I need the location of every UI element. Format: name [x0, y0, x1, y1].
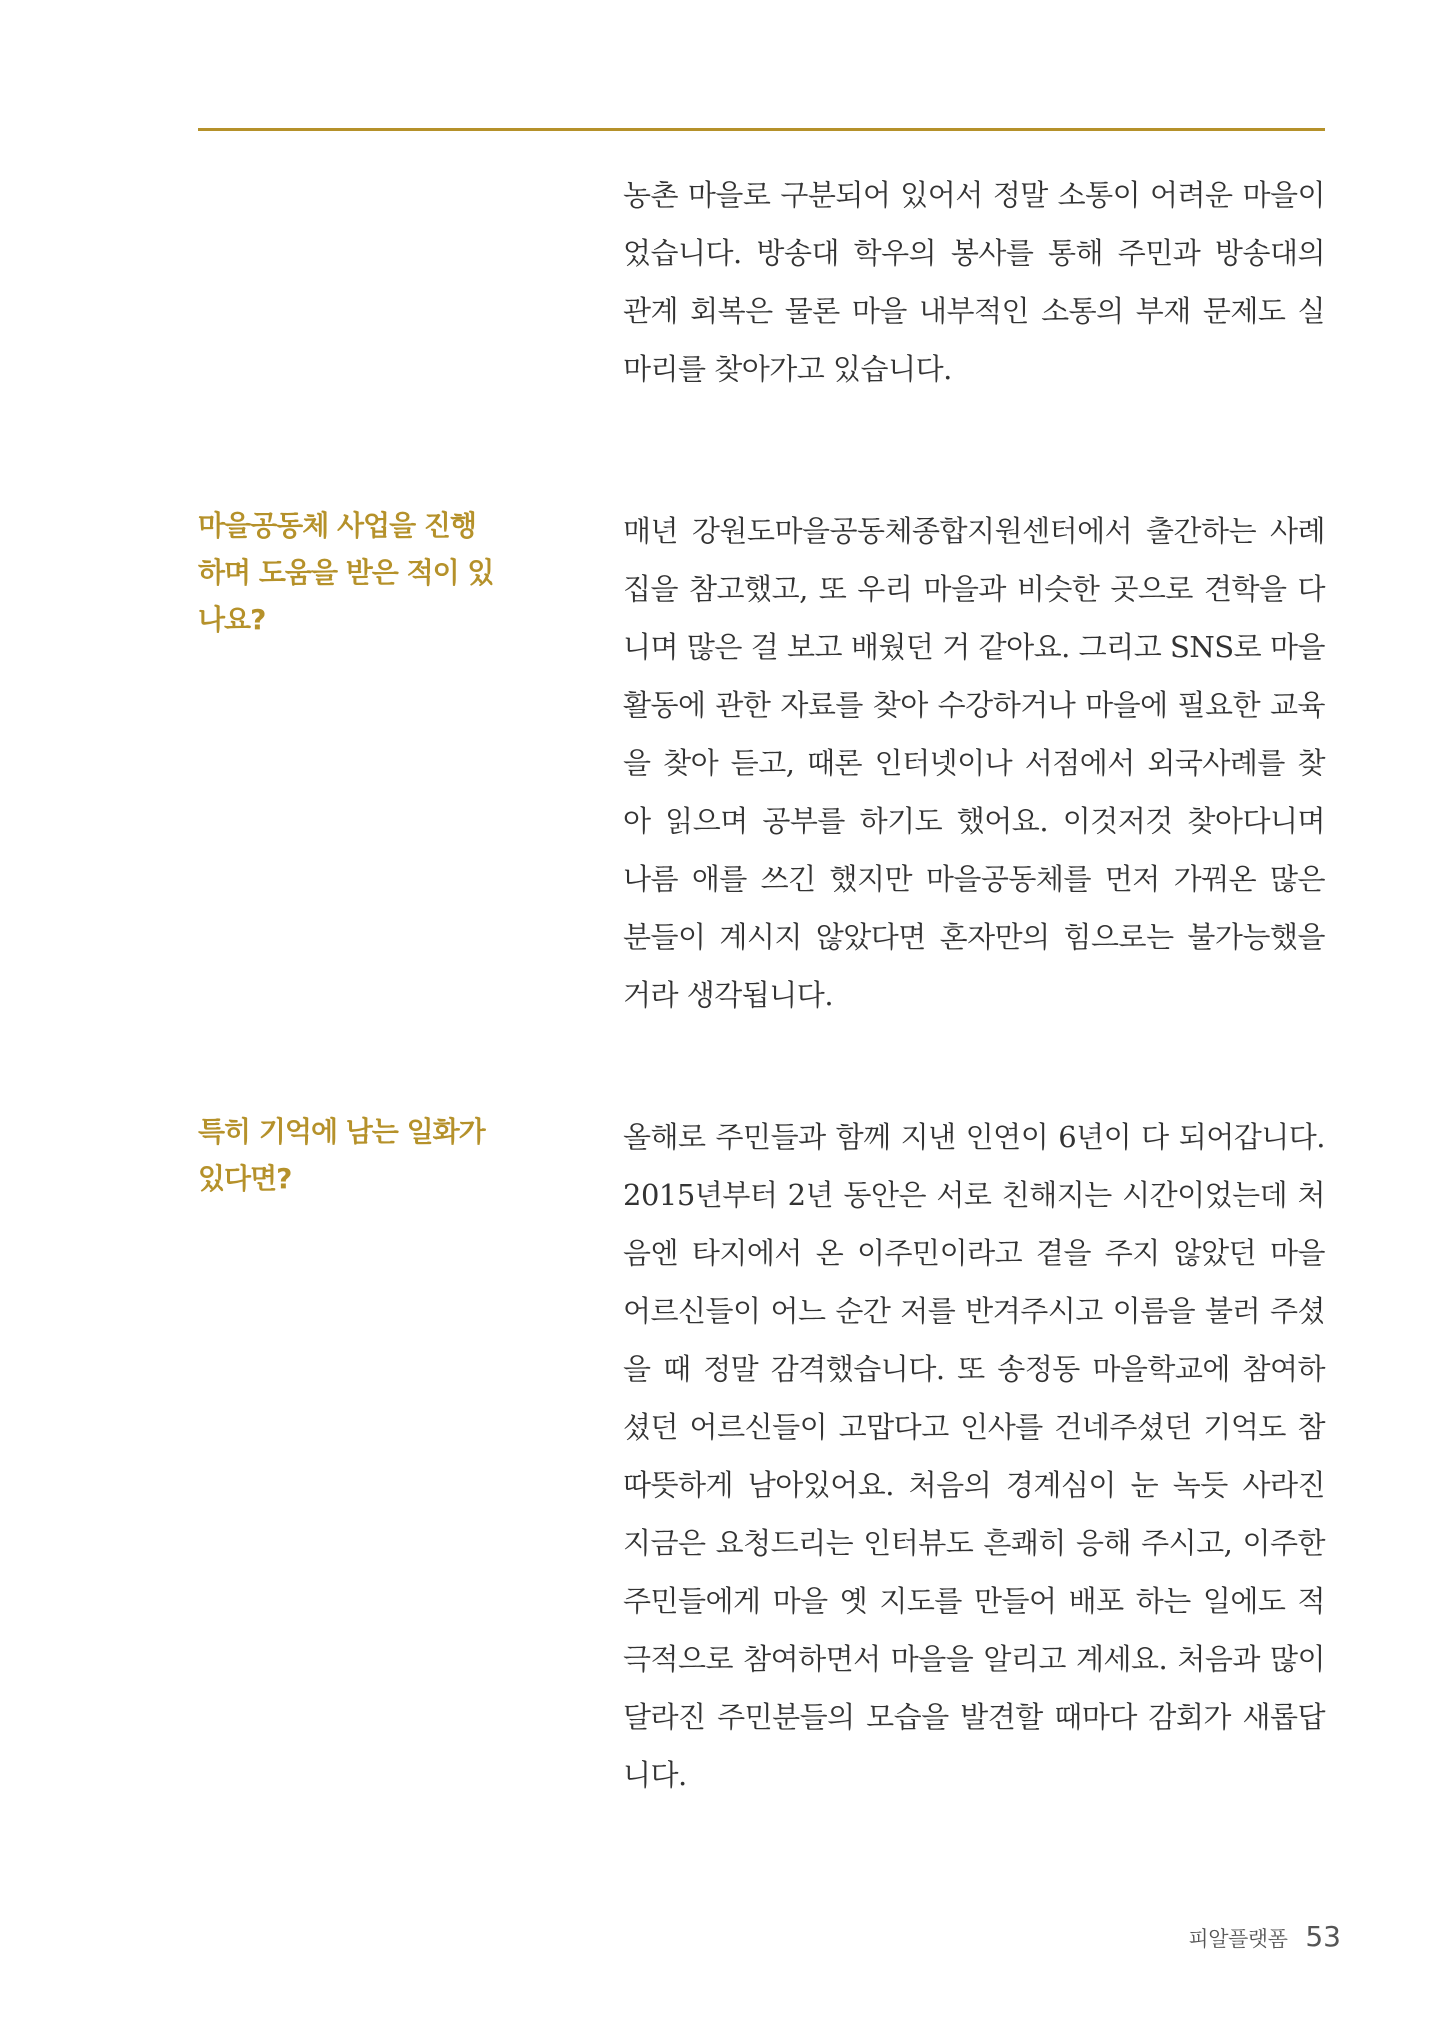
answer-text: 올해로 주민들과 함께 지낸 인연이 6년이 다 되어갑니다. 2015년부터 2년 동안은 서로 친해지는 시간이었는데 처음엔 타지에서 온 이주민이라고 곁을 주지 않았던 마을 어르신들이 어느 순간 저를 반겨주시고 이름을 불러 주셨을 때 정말 감격했습니다. 또 송정동 마을학교에 참여하셨던 어르신들이 고맙다고 인사를 건네주셨던 기억도 참 따뜻하게 남아있어요. 처음의 경계심이 눈 녹듯 사라진 지금은 요청드리는 인터뷰도 흔쾌히 응해 주시고, 이주한 주민들에게 마을 옛 지도를 만들어 배포 하는 일에도 적극적으로 참여하면서 마을을 알리고 계세요. 처음과 많이 달라진 주민분들의 모습을 발견할 때마다 감회가 새롭답니다.: [623, 1120, 1325, 1792]
publication-label: 피알플랫폼: [1188, 1927, 1288, 1951]
question-heading: 마을공동체 사업을 진행하며 도움을 받은 적이 있나요?: [198, 509, 494, 636]
top-divider-rule: [198, 128, 1325, 131]
page-number: 53: [1305, 1920, 1341, 1953]
page-footer: [1188, 1920, 1341, 1953]
answer-text: 매년 강원도마을공동체종합지원센터에서 출간하는 사례집을 참고했고, 또 우리 마을과 비슷한 곳으로 견학을 다니며 많은 걸 보고 배웠던 거 같아요. 그리고 SNS로 마을활동에 관한 자료를 찾아 수강하거나 마을에 필요한 교육을 찾아 듣고, 때론 인터넷이나 서점에서 외국사례를 찾아 읽으며 공부를 하기도 했어요. 이것저것 찾아다니며 나름 애를 쓰긴 했지만 마을공동체를 먼저 가꿔온 많은 분들이 계시지 않았다면 혼자만의 힘으로는 불가능했을 거라 생각됩니다.: [623, 514, 1325, 1012]
question-heading: 특히 기억에 남는 일화가 있다면?: [198, 1115, 485, 1195]
answer-text: 농촌 마을로 구분되어 있어서 정말 소통이 어려운 마을이었습니다. 방송대 학우의 봉사를 통해 주민과 방송대의 관계 회복은 물론 마을 내부적인 소통의 부재 문제도 실마리를 찾아가고 있습니다.: [623, 178, 1325, 386]
